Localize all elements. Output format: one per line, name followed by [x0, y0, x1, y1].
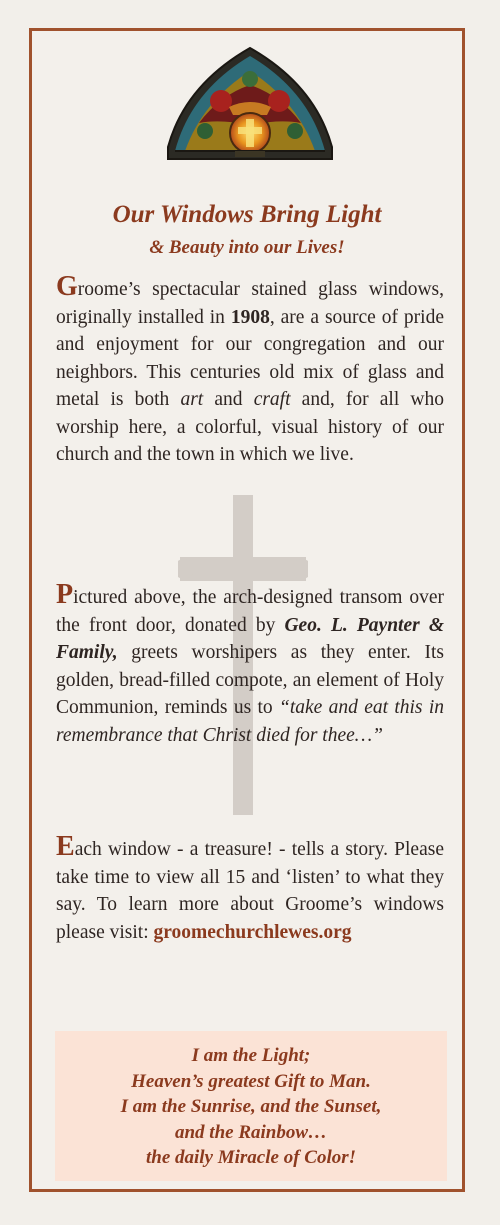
poem-line: I am the Light; — [191, 1045, 311, 1066]
dropcap: P — [56, 579, 74, 610]
stained-glass-window-icon — [165, 45, 335, 163]
paragraph-text: and — [203, 389, 254, 410]
paragraph-history — [56, 273, 444, 469]
poem-line: the daily Miracle of Color! — [145, 1147, 357, 1168]
paragraph-text: and, for all who worship here, a colorful, visual history of our church and the town in which we live. — [56, 389, 444, 465]
donor-name: Geo. L. Paynter & Family, — [56, 614, 445, 663]
dropcap: E — [56, 831, 75, 862]
poem-line: Heaven’s greatest Gift to Man. — [131, 1070, 371, 1092]
bookmark-card — [29, 28, 465, 1192]
website-link[interactable]: groomechurchlewes.org — [153, 921, 352, 943]
headline-line-1: Our Windows Bring Light — [112, 201, 382, 228]
emphasis-art: art — [180, 389, 204, 410]
year-installed: 1908 — [230, 306, 270, 328]
paragraph-text: , are a source of pride and enjoyment for our congregation and our neighbors. This centuries old mix of glass and metal is both — [56, 306, 444, 410]
paragraph-text: greets worshipers as they enter. Its golden, bread-filled compote, an element of Holy Communion, reminds us to — [56, 642, 444, 718]
headline-line-2: & Beauty into our Lives! — [149, 237, 345, 258]
poem-box — [55, 1031, 447, 1181]
poem-line: and the Rainbow… — [174, 1121, 328, 1143]
paragraph-transom — [56, 581, 444, 749]
emphasis-craft: craft — [253, 389, 291, 410]
paragraph-text: roome’s spectacular stained glass windows, originally installed in — [56, 279, 444, 328]
scripture-quote: “take and eat this in remembrance that Christ died for thee…” — [56, 697, 444, 746]
dropcap: G — [56, 271, 78, 302]
paragraph-text: ictured above, the arch-designed transom over the front door, donated by — [56, 587, 444, 636]
paragraph-text: ach window - a treasure! - tells a story. Please take time to view all 15 and ‘listen’ to what they say. To learn more about Groome’s windows please visit: — [56, 839, 444, 943]
poem-line: I am the Sunrise, and the Sunset, — [120, 1096, 382, 1117]
paragraph-visit — [56, 833, 444, 946]
